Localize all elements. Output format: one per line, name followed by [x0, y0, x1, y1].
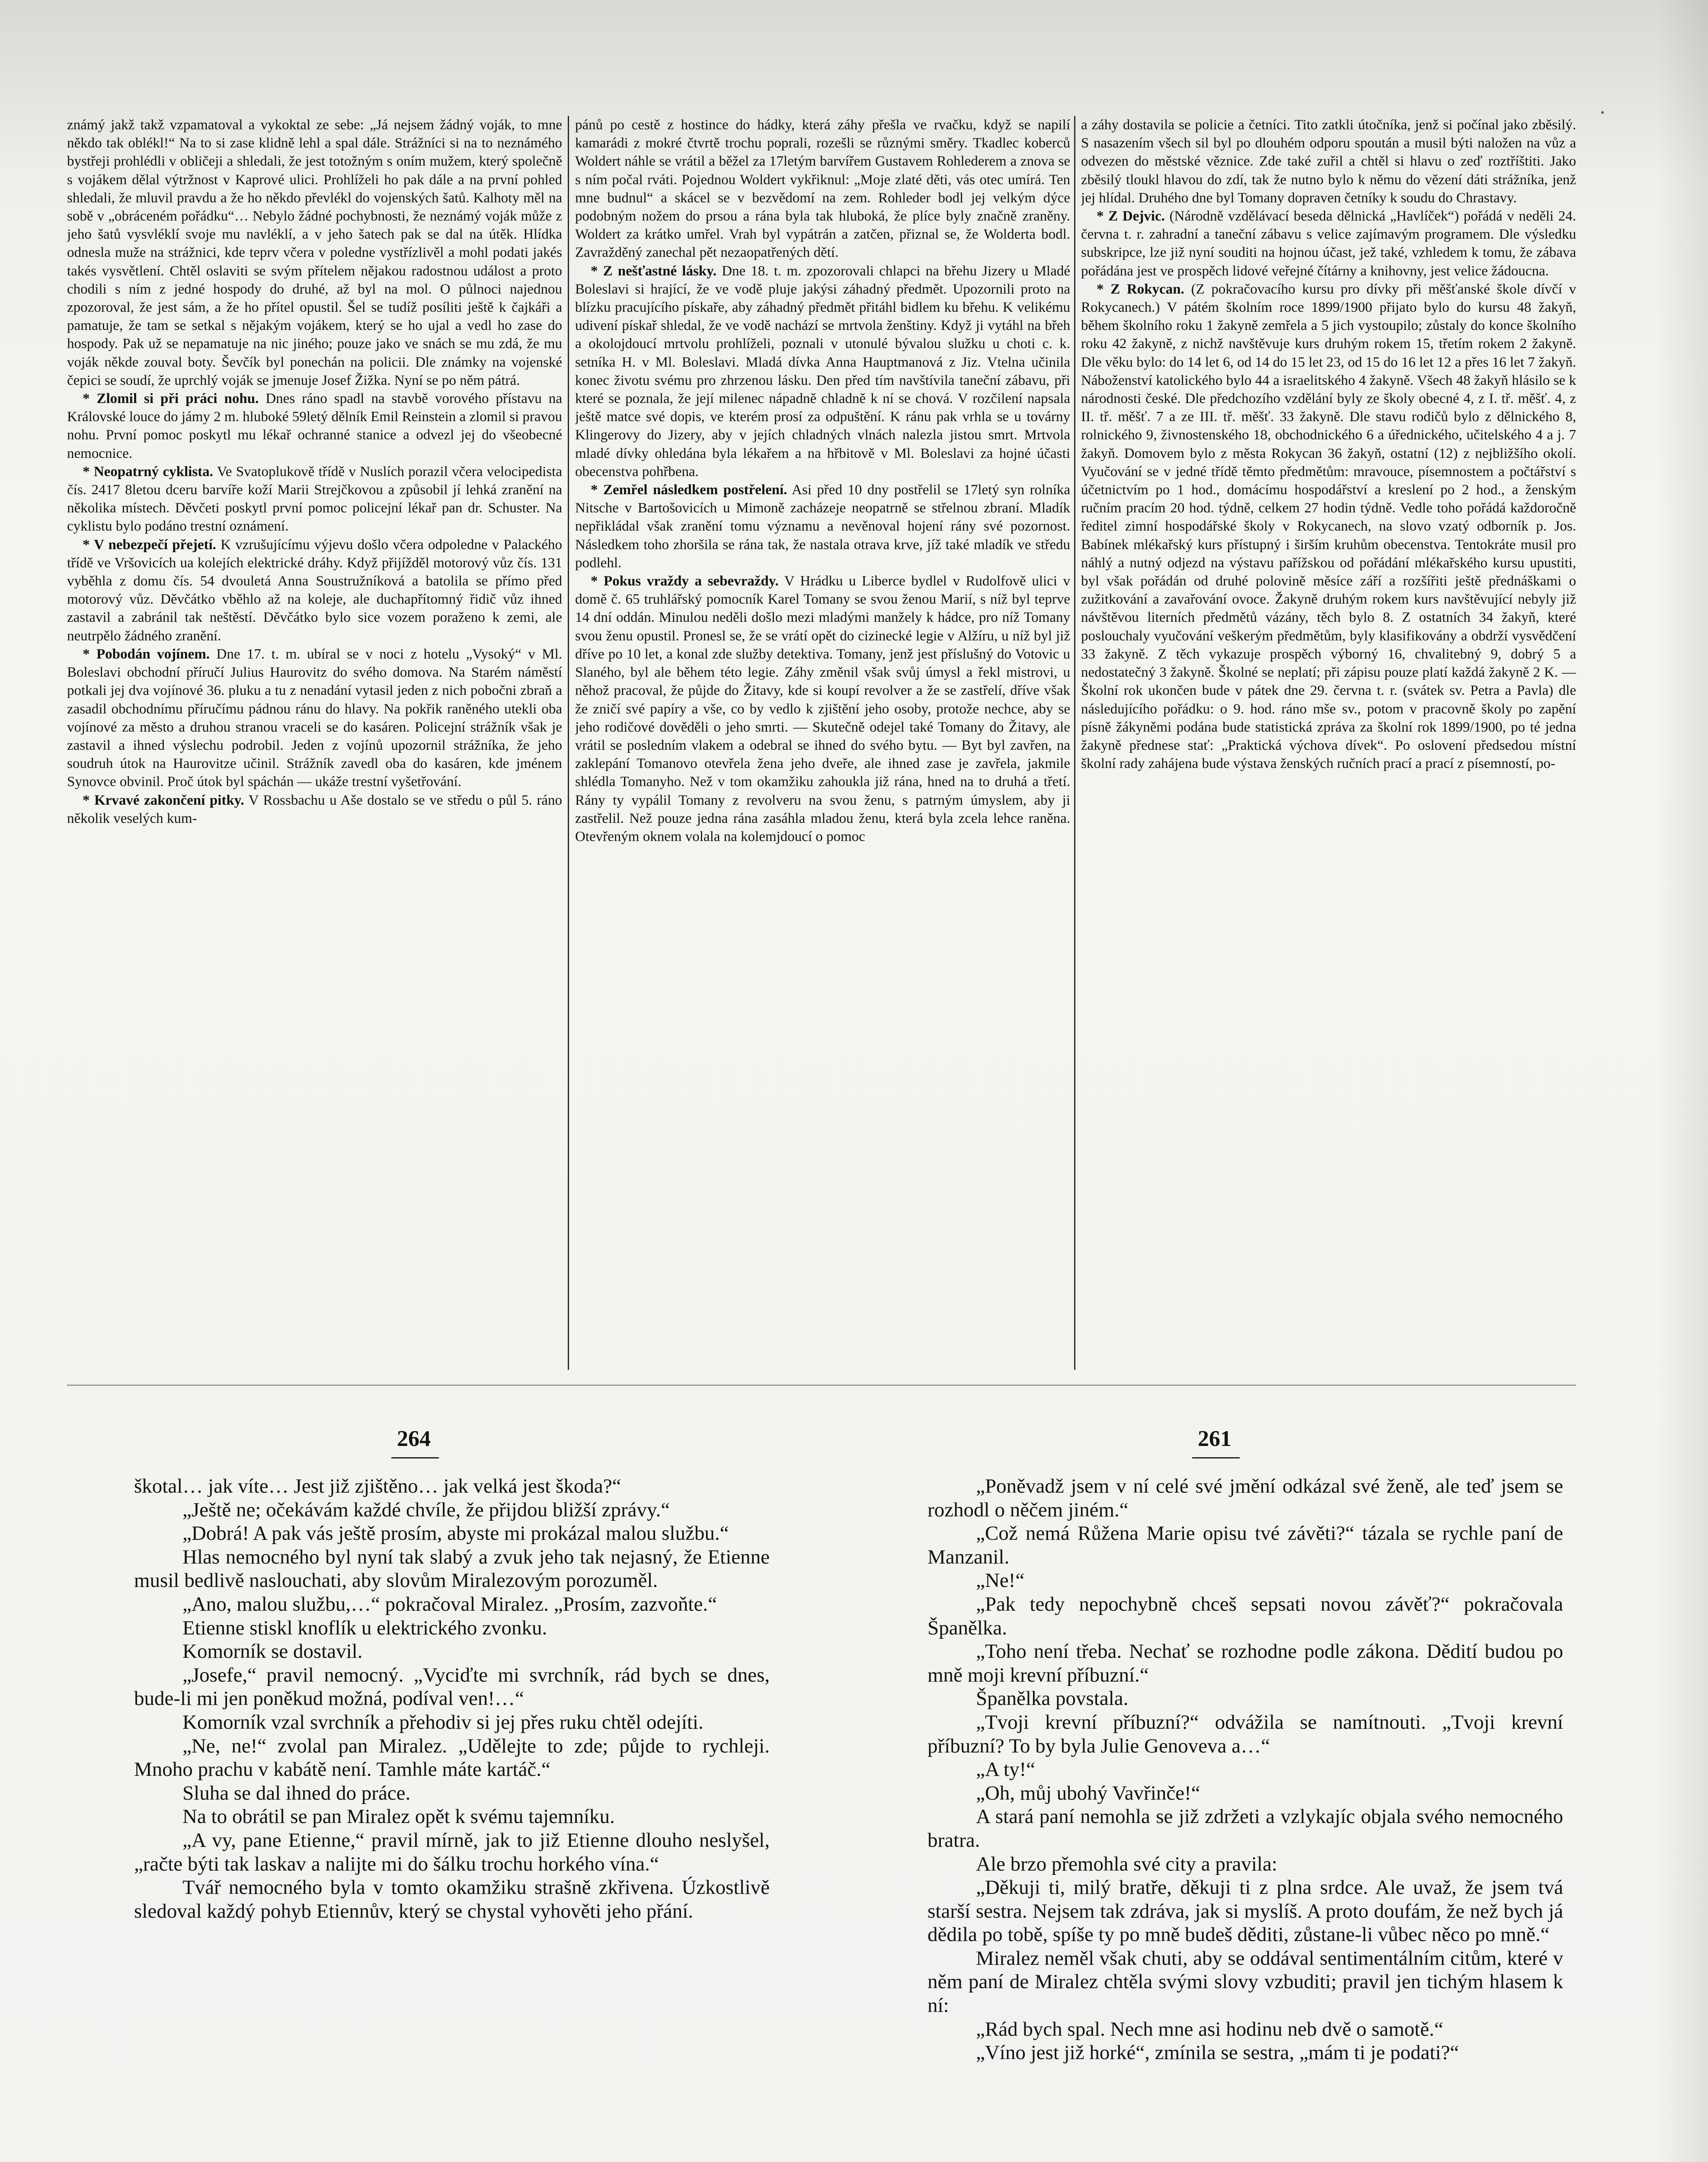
news-paragraph [67, 390, 562, 463]
story-paragraph: „Děkuji ti, milý bratře, děkuji ti z plna srdce. Ale uvaž, že jsem tvá starší sestra. Nejsem tak zdráva, jak si myslíš. A proto doufám, že než bych já dědila po tobě, spíše ty po mně budeš děditi, zůstane-li vůbec něco po mně.“ [928, 1876, 1563, 1946]
news-text: Dne 17. t. m. ubíral se v noci z hotelu „Vysoký“ v Ml. Boleslavi obchodní příručí Julius Haurovitz do svého domova. Na Starém náměstí potkali jej dva vojínové 36. pluku a tu z nenadání vytasil jeden z nich pobočni zbraň a zasadil obchodnímu příručímu pádnou ránu do hlavy. Na pokřik raněného utekli oba vojínové za město a druhou stranou vraceli se do kasáren. Policejní strážník však je zastavil a ihned výslechu podrobil. Jeden z vojínů upozornil strážníka, že jeho soudruh útok na Haurovitze učinil. Strážník zavedl oba do kasáren, kde jménem Synovce obvinil. Proč útok byl spáchán — ukáže trestní vyšetřování. [67, 646, 562, 790]
news-headline: * V nebezpečí přejetí. [83, 537, 216, 553]
story-paragraph: „Tvoji krevní příbuzní?“ odvážila se namítnouti. „Tvoji krevní příbuzní? To by byla Julie Genoveva a…“ [928, 1711, 1563, 1757]
story-paragraph: Ale brzo přemohla své city a pravila: [976, 1852, 1277, 1875]
story-paragraph: „A ty!“ [976, 1758, 1036, 1781]
news-headline: * Neopatrný cyklista. [83, 464, 213, 480]
story-paragraph: „Ano, malou službu,…“ pokračoval Miralez. „Prosím, zazvoňte.“ [182, 1593, 717, 1615]
news-paragraph [67, 791, 562, 828]
story-paragraph: A stará paní nemohla se již zdržeti a vzlykajíc objala svého nemocného bratra. [928, 1805, 1563, 1852]
story-paragraph: „Ne!“ [976, 1569, 1025, 1592]
column-rule-2 [1074, 116, 1075, 1370]
page-number-left: 264 [397, 1426, 431, 1451]
story-paragraph: „Pak tedy nepochybně chceš sepsati novou závěť?“ pokračovala Španělka. [928, 1593, 1563, 1639]
story-paragraph: „Víno jest již horké“, zmínila se sestra, „mám ti je podati?“ [976, 2041, 1459, 2064]
story-paragraph: „Poněvadž jsem v ní celé své jmění odkázal své ženě, ale teď jsem se rozhodl o něčem jiném.“ [928, 1475, 1563, 1521]
news-text: Ve Svatoplukově třídě v Nuslích porazil včera velocipedista čís. 2417 8letou dceru barvíře koží Marii Strejčkovou a způsobil jí lehká zranění na několika místech. Děvčeti poskytl první pomoc policejní lékař pan dr. Schuster. Na cyklistu bylo podáno trestní oznámení. [67, 464, 562, 534]
story-paragraph: Tvář nemocného byla v tomto okamžiku strašně zkřivena. Úzkostlivě sledoval každý pohyb Etiennův, který se chystal vyhověti jeho přání. [134, 1876, 770, 1922]
news-headline: * Zemřel následkem postřelení. [591, 482, 787, 498]
story-paragraph: Miralez neměl však chuti, aby se oddával sentimentálním citům, které v něm paní de Miralez chtěla svými slovy vzbuditi; pravil jen tichým hlasem k ní: [928, 1947, 1563, 2017]
news-text: pánů po cestě z hostince do hádky, která záhy přešla ve rvačku, když se napilí kamarádi z mokré čtvrtě trochu poprali, rozešli se různými směry. Tkadlec koberců Woldert náhle se vrátil a běžel za 17letým barvířem Gustavem Rohlederem a znova se s ním počal rváti. Pojednou Woldert vykřiknul: „Moje zlaté děti, vás otec umírá. Ten mne budnul“ a skácel se v bezvědomí na zem. Rohleder bodl jej velkým dýce podobným nožem do prsou a rána byla tak hluboká, že plíce byly značně zraněny. Woldert za krátko umřel. Vrah byl vypátrán a zatčen, přiznal se, že Wolderta bodl. Zavražděný zanechal pět nezaopatřených dětí. [575, 117, 1070, 261]
news-headline: * Z Rokycan. [1097, 281, 1184, 297]
news-paragraph [575, 116, 1070, 262]
news-headline: * Krvavé zakončení pitky. [83, 792, 244, 808]
news-text: Dnes ráno spadl na stavbě vorového přístavu na Královské louce do jámy 2 m. hluboké 59letý dělník Emil Reinstein a zlomil si pravou nohu. První pomoc poskytl mu lékař ochranné stanice a odvezl jej do všeobecné nemocnice. [67, 391, 562, 461]
news-text: známý jakž takž vzpamatoval a vykoktal ze sebe: „Já nejsem žádný voják, to mne někdo tak oblékl!“ Na to si zase klidně lehl a spal dále. Strážníci si na to neznámého bystřeji prohlédli v obličeji a shledali, že jest totožným s oním mužem, který společně s vojákem dělal výtržnost v Kaprové ulici. Prohlíželi ho pak dále a na první pohled shledali, že mluvil pravdu a že ho někdo převlékl do vojenských šatů. Kalhoty měl na sobě v „obráceném pořádku“… Nebylo žádné pochybnosti, že neznámý voják může z jeho šatů vysvléklí svoje mu navléklí, a v jeho šatech pak se dal na útěk. Hlídka odnesla muže na strážnici, kde teprv včera v poledne vystřízlivěl a mohl podati jakés takés vysvětlení. Chtěl oslaviti se svým přítelem nějakou radostnou událost a proto chodili s ním z jedné hospody do druhé, až byl na mol. O půlnoci najednou zpozoroval, že jest sám, a že ho přítel opustil. Šel se tudíž posíliti ještě k čajkáři a pamatuje, že tam se setkal s nějakým vojákem, který se ho ujal a vedl ho zase do hospody. Pak už se nepamatuje na nic jiného; pouze jako ve snách se mu zdá, že mu voják někde zouval boty. Ševčík byl ponechán na policii. Dle známky na vojenské čepici se soudí, že uprchlý voják se jmenuje Josef Žižka. Nyní se po něm pátrá. [67, 117, 562, 388]
news-text: (Národně vzdělávací beseda dělnická „Havlíček“) pořádá v neděli 24. června t. r. zahradní a taneční zábavu s velice zajímavým programem. Dle výsledku subskripce, lze již nyní souditi na hojnou účast, jež také, vzhledem k tomu, že zábava pořádána jest ve prospěch lidové veřejné čítárny a knihovny, jest velice žádoucna. [1081, 208, 1576, 279]
story-paragraph: Etienne stiskl knoflík u elektrického zvonku. [182, 1616, 547, 1639]
news-paragraph [67, 536, 562, 645]
story-paragraph: „Rád bych spal. Nech mne asi hodinu neb dvě o samotě.“ [976, 2018, 1443, 2040]
newspaper-column-2 [575, 116, 1070, 1387]
news-paragraph [67, 645, 562, 791]
news-text: a záhy dostavila se policie a četníci. Tito zatkli útočníka, jenž si počínal jako zběsilý. S nasazením všech sil byl po dlouhém odporu spoután a musil býti naložen na vůz a odvezen do městské věznice. Zde také zuřil a chtěl si hlavu o zeď roztříštiti. Jako zběsilý tloukl hlavou do zdí, tak že nutno bylo k němu do vězení dáti strážníka, jenž jej hlídal. Druhého dne byl Tomany dopraven četníky k soudu do Chrastavy. [1081, 117, 1576, 206]
news-headline: * Pobodán vojínem. [83, 646, 210, 662]
news-headline: * Pokus vraždy a sebevraždy. [591, 573, 779, 589]
news-text: (Z pokračovacího kursu pro dívky při měšťanské škole dívčí v Rokycanech.) V pátém školním roce 1899/1900 přijato bylo do kursu 48 žakyň, během školního roku 1 žakyně zemřela a 5 jich vystoupilo; zůstaly do konce školního roku 42 žakyně, z nichž navštěvuje kurs druhým rokem 15, třetím rokem 2 žakyně. Dle věku bylo: do 14 let 6, od 14 do 15 let 23, od 15 do 16 let 12 a přes 16 let 7 žakyň. Náboženství katolického bylo 44 a israelitského 4 žakyně. Všech 48 žakyň hlásilo se k národnosti české. Dle předchozího vzdělání byly ze školy obecné 4, z I. tř. měšť. 4, z II. tř. měšť. 7 a ze III. tř. měšť. 33 žakyně. Dle stavu rodičů bylo z dělnického 8, rolnického 9, živnostenského 18, obchodnického 6 a úřednického, učitelského 4 a j. 7 žakyň. Domovem bylo z města Rokycan 36 žakyň, ostatní (12) z nejbližšího okolí. Vyučování se v jedné třídě těmto předmětům: mravouce, písemnostem a počtářství s účetnictvím po 1 hod., domácímu hospodářství a kreslení po 2 hod., a ženským ručním pracím 20 hod. týdně, celkem 27 hodin týdně. Vedle toho pořádá každoročně ředitel zimní hospodářské školy v Rokycanech, na slovo vzatý odborník p. Jos. Babínek mlékařský kurs přístupný i širším kruhům obecenstva. Tentokráte musil pro náhlý a nutný odjezd na výstavu pařížskou od pořádání mlékařského kursu upustiti, byl však pořádán od druhé polovině měsíce září a rozšířiti ještě přednáškami o zužitkování a zavařování ovoce. Žakyně druhým rokem kurs navštěvující nebyly již návštěvou literních předmětů vázány, těch bylo 8. Z ostatních 34 žakyň, které poslouchaly vyučování veškerým předmětům, byly klasifikovány a obdrží vysvědčení 33 žakyně. Z těch vykazuje prospěch výborný 16, chvalitebný 9, dobrý 5 a nedostatečný 3 žakyně. Školné se neplatí; při zápisu pouze platí každá žakyně 2 K. — Školní rok ukončen bude v pátek dne 29. června t. r. (svátek sv. Petra a Pavla) dle následujícího pořádku: o 9. hod. ráno mše sv., potom v pracovně školy po zapění písně žákyněmi podána bude statistická zpráva za školní rok 1899/1900, po té jedna žakyně přednese stať: „Praktická výchova dívek“. Po oslovení předsedou místní školní rady zahájena bude výstava ženských ručních prací a prací z písemností, po- [1081, 281, 1576, 772]
story-paragraph: škotal… jak víte… Jest již zjištěno… jak velká jest škoda?“ [134, 1475, 621, 1497]
news-text: Asi před 10 dny postřelil se 17letý syn rolníka Nitsche v Bartošovicích u Mimoně zacházeje neopatrně se střelnou zbraní. Mladík nepřikládal však zranění tomu významu a nevěnoval hojení rány své pozornost. Následkem toho zhoršila se rána tak, že nastala otrava krve, jíž také mladík ve středu podlehl. [575, 482, 1070, 571]
scan-edge-shadow [1656, 0, 1708, 2162]
story-paragraph: „Josefe,“ pravil nemocný. „Vyciďte mi svrchník, rád bych se dnes, bude-li mi jen poněkud možná, podíval ven!…“ [134, 1663, 770, 1710]
news-headline: * Zlomil si při práci nohu. [83, 391, 259, 407]
story-paragraph: Komorník se dostavil. [182, 1640, 363, 1663]
news-paragraph [575, 481, 1070, 572]
story-paragraph: „Toho není třeba. Nechať se rozhodne podle zákona. Dědití budou po mně moji krevní příbuzní.“ [928, 1640, 1563, 1686]
story-paragraph: Sluha se dal ihned do práce. [182, 1781, 411, 1804]
story-paragraph: „Oh, můj ubohý Vavřinče!“ [976, 1781, 1200, 1804]
news-headline: * Z Dejvic. [1097, 208, 1165, 224]
news-paragraph [1081, 116, 1576, 207]
story-paragraph: Španělka povstala. [976, 1687, 1129, 1710]
news-paragraph [67, 116, 562, 390]
serial-story-right-page [928, 1474, 1563, 2162]
section-divider [67, 1385, 1576, 1386]
news-text: Dne 18. t. m. zpozorovali chlapci na břehu Jizery u Mladé Boleslavi si hrající, že ve vodě pluje jakýsi záhadný předmět. Upozornili proto na blízku pracujícího pískaře, aby záhadný předmět přitáhl bidlem ku břehu. K velikému udivení pískař shledal, že ve vodě nachází se mrtvola ženštiny. Když ji vytáhl na břeh a okolojdoucí mrtvolu prohlíželi, poznali v utonulé bývalou služku u choti c. k. setníka H. v Ml. Boleslavi. Mladá dívka Anna Hauptmanová z Jiz. Vtelna učinila konec životu svému pro zhrzenou lásku. Den před tím navštívila taneční zábavu, při které se poznala, že její milenec nápadně chladně k ní se chová. V rozčilení napsala ještě matce své dopis, ve kterém prosí za odpuštění. K ránu pak vrhla se u továrny Klingerovy do Jizery, aby v jejích chladných vlnách nalezla jistou smrt. Mrtvola mladé dívky ohledána byla lékařem a na hřbitově v Ml. Boleslavi za hojné účasti obecenstva pohřbena. [575, 263, 1070, 480]
story-paragraph: „Což nemá Růžena Marie opisu tvé závěti?“ tázala se rychle paní de Manzanil. [928, 1522, 1563, 1568]
story-paragraph: „Ještě ne; očekávám každé chvíle, že přijdou bližší zprávy.“ [182, 1498, 670, 1521]
page-number-left-rule [391, 1457, 439, 1458]
news-paragraph [67, 463, 562, 536]
serial-story-left-page [134, 1474, 770, 2162]
news-paragraph [575, 572, 1070, 846]
page-number-right: 261 [1198, 1426, 1231, 1451]
story-paragraph: Hlas nemocného byl nyní tak slabý a zvuk jeho tak nejasný, že Etienne musil bedlivě naslouchati, aby slovům Miralezovým porozuměl. [134, 1545, 770, 1592]
story-paragraph: „Ne, ne!“ zvolal pan Miralez. „Udělejte to zde; půjde to rychleji. Mnoho prachu v kabátě není. Tamhle máte kartáč.“ [134, 1734, 770, 1781]
news-text: K vzrušujícímu výjevu došlo včera odpoledne v Palackého třídě ve Vršovicích ua kolejích elektrické dráhy. Když přijížděl motorový vůz čís. 131 vyběhla z domu čís. 54 dvouletá Anna Soustružníková a batolila se přímo před motorový vůz. Děvčátko vběhlo až na koleje, ale duchapřítomný řidič vůz ihned zastavil a zabránil tak neštěstí. Děvčátko bylo sice vozem poraženo k zemi, ale neutrpělo žádného zranění. [67, 537, 562, 644]
news-paragraph [1081, 280, 1576, 773]
story-paragraph: Na to obrátil se pan Miralez opět k svému tajemníku. [182, 1805, 615, 1828]
news-headline: * Z nešťastné lásky. [591, 263, 717, 279]
story-paragraph: „A vy, pane Etienne,“ pravil mírně, jak to již Etienne dlouho neslyšel, „račte býti tak laskav a nalijte mi do šálku trochu horkého vína.“ [134, 1829, 770, 1875]
news-paragraph [1081, 207, 1576, 280]
story-paragraph: „Dobrá! A pak vás ještě prosím, abyste mi prokázal malou službu.“ [182, 1522, 729, 1545]
newspaper-column-1 [67, 116, 562, 1387]
story-paragraph: Komorník vzal svrchník a přehodiv si jej přes ruku chtěl odejíti. [182, 1711, 704, 1733]
newspaper-column-3 [1081, 116, 1576, 1387]
page-number-right-rule [1192, 1457, 1240, 1458]
news-text: V Rossbachu u Aše dostalo se ve středu o půl 5. ráno několik veselých kum- [67, 792, 562, 826]
column-rule-1 [568, 116, 569, 1370]
news-paragraph [575, 262, 1070, 481]
news-text: V Hrádku u Liberce bydlel v Rudolfově ulici v domě č. 65 truhlářský pomocník Karel Tomany se svou ženou Marií, s níž byl teprve 14 dní oddán. Minulou neděli došlo mezi mladými manžely k hádce, pro níž Tomany svou ženu opustil. Pronesl se, že se vrátí opět do cizinecké legie v Alžíru, u níž byl již dříve po 10 let, a konal zde služby detektiva. Tomany, jenž jest příslušný do Votovic u Slaného, byl ale během této legie. Záhy změnil však svůj úmysl a řekl mistrovi, u něhož pracoval, že půjde do Žitavy, kde si koupí revolver a že se zastřelí, dříve však že zničí své papíry a vše, co by vedlo k zjištění jeho osoby, protože nechce, aby se jeho rodičové dověděli o jeho smrti. — Skutečně odejel také Tomany do Žitavy, ale vrátil se posledním vlakem a odebral se ihned do svého bytu. — Byt byl zavřen, na zaklepání Tomanovo otevřela žena jeho dveře, ale ihned zase je zavřela, jakmile shlédla Tomanyho. Než v tom okamžiku zahoukla již rána, hned na to druhá a třetí. Rány ty vypálil Tomany z revolveru na svou ženu, s patrným úmyslem, aby ji zastřelil. Než pouze jedna rána zasáhla mladou ženu, která byla zcela lehce raněna. Otevřeným oknem volala na kolemjdoucí o pomoc [575, 573, 1070, 844]
